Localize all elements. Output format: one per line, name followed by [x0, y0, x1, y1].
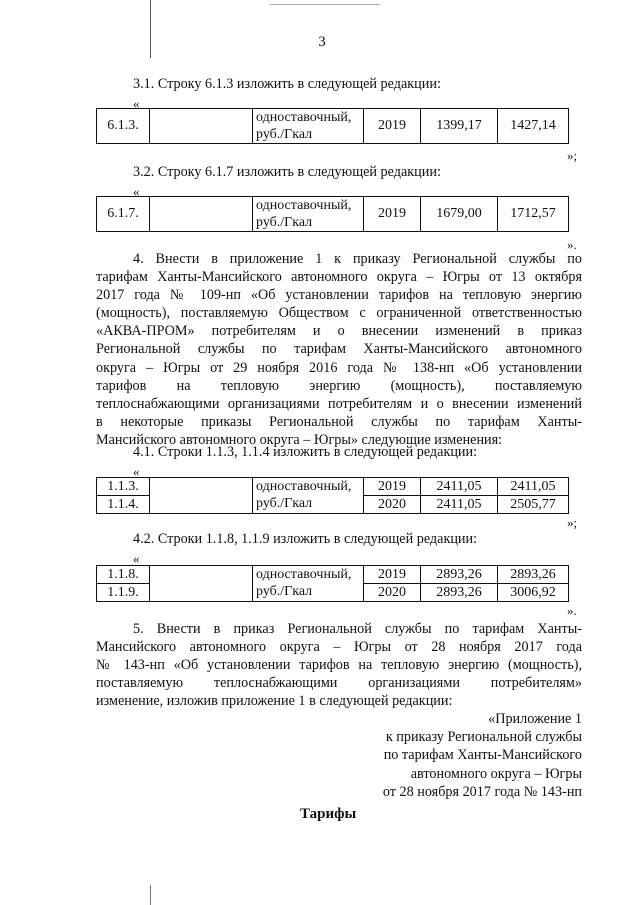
row-code: 1.1.3. — [97, 478, 150, 496]
scan-mark-left — [150, 0, 151, 58]
table-rows-1-1-3-1-1-4 — [96, 477, 569, 514]
tariffs-title: Тарифы — [300, 806, 357, 822]
value-1-cell: 2893,26 — [421, 584, 498, 602]
value-1-cell: 2893,26 — [421, 566, 498, 584]
appendix-line: «Приложение 1 — [488, 711, 582, 727]
paragraph-line: № 143-нп «Об установлении тарифов на тепловую энергию (мощность), — [96, 657, 582, 674]
empty-cell — [150, 197, 253, 232]
table-row — [97, 197, 569, 215]
close-quote: ». — [567, 603, 577, 618]
open-quote: « — [133, 184, 140, 199]
value-2-cell: 2505,77 — [498, 496, 569, 514]
empty-cell — [150, 109, 253, 144]
paragraph-5 — [96, 620, 582, 710]
paragraph-line: «АКВА-ПРОМ» потребителям и о внесении изменений в приказ — [96, 323, 582, 340]
value-1-cell: 2411,05 — [421, 496, 498, 514]
paragraph-line: округа – Югры от 29 ноября 2016 года № 138-нп «Об установлении — [96, 359, 582, 376]
paragraph-line: теплоснабжающими организациями потребителям и о внесении изменений — [96, 395, 582, 412]
value-2-cell: 2893,26 — [498, 566, 569, 584]
row-code: 1.1.4. — [97, 496, 150, 514]
paragraph-line: Региональной службы по тарифам Ханты-Мансийского автономного — [96, 341, 582, 358]
year-cell: 2019 — [364, 197, 421, 232]
paragraph-4 — [96, 250, 582, 449]
appendix-line: автономного округа – Югры — [410, 765, 582, 782]
value-2-cell: 1427,14 — [498, 109, 569, 144]
unit-line-1: одноставочный, — [253, 566, 364, 584]
year-cell: 2019 — [364, 478, 421, 496]
section-4-2-heading: 4.2. Строки 1.1.8, 1.1.9 изложить в следующей редакции: — [133, 531, 478, 547]
paragraph-line: тарифам Ханты-Мансийского автономного округа – Югры от 13 октября — [96, 269, 582, 286]
paragraph-line: изменение, изложив приложение 1 в следующей редакции: — [96, 693, 453, 710]
page-number: 3 — [318, 34, 326, 50]
year-cell: 2020 — [364, 584, 421, 602]
appendix-line: от 28 ноября 2017 года № 143-нп — [382, 783, 582, 800]
paragraph-line: (мощность), поставляемую Обществом с ограниченной ответственностью — [96, 305, 582, 322]
table-row-6-1-7 — [96, 196, 569, 232]
unit-line-2: руб./Гкал — [253, 496, 364, 514]
unit-line-2: руб./Гкал — [253, 584, 364, 602]
empty-cell — [150, 566, 253, 602]
value-1-cell: 1399,17 — [421, 109, 498, 144]
appendix-reference — [383, 710, 582, 801]
value-1-cell: 1679,00 — [421, 197, 498, 232]
paragraph-line: 4. Внести в приложение 1 к приказу Региональной службы по — [133, 251, 582, 267]
paragraph-line: тарифов на тепловую энергию (мощность), поставляемую — [96, 377, 582, 394]
scan-mark-bottom — [150, 885, 151, 905]
open-quote: « — [133, 464, 140, 479]
table-row — [97, 109, 569, 127]
paragraph-line: Мансийского автономного округа – Югры» следующие изменения: — [96, 431, 503, 448]
empty-cell — [150, 478, 253, 514]
scan-mark-top — [270, 4, 380, 5]
close-quote: »; — [567, 515, 578, 530]
row-code: 1.1.9. — [97, 584, 150, 602]
unit-line-1: одноставочный, — [253, 197, 364, 215]
row-code: 6.1.3. — [97, 109, 150, 144]
value-2-cell: 3006,92 — [498, 584, 569, 602]
close-quote: »; — [567, 148, 578, 163]
table-row — [97, 478, 569, 496]
value-1-cell: 2411,05 — [421, 478, 498, 496]
year-cell: 2019 — [364, 566, 421, 584]
section-3-2-heading: 3.2. Строку 6.1.7 изложить в следующей редакции: — [133, 164, 441, 180]
unit-line-2: руб./Гкал — [253, 126, 364, 144]
table-row-6-1-3 — [96, 108, 569, 144]
appendix-line: по тарифам Ханты-Мансийского — [383, 747, 582, 764]
year-cell: 2020 — [364, 496, 421, 514]
section-4-1-heading: 4.1. Строки 1.1.3, 1.1.4 изложить в следующей редакции: — [133, 444, 478, 460]
value-2-cell: 2411,05 — [498, 478, 569, 496]
paragraph-line: 2017 года № 109-нп «Об установлении тарифов на тепловую энергию — [96, 287, 582, 304]
unit-line-1: одноставочный, — [253, 109, 364, 127]
paragraph-line: поставляемую теплоснабжающими организациями потребителям» — [96, 675, 582, 692]
open-quote: « — [133, 96, 140, 111]
appendix-line: к приказу Региональной службы — [385, 729, 582, 746]
row-code: 1.1.8. — [97, 566, 150, 584]
close-quote: ». — [567, 237, 577, 252]
paragraph-line: Мансийского автономного округа – Югры от 28 ноября 2017 года — [96, 639, 582, 656]
table-row — [97, 566, 569, 584]
year-cell: 2019 — [364, 109, 421, 144]
value-2-cell: 1712,57 — [498, 197, 569, 232]
table-rows-1-1-8-1-1-9 — [96, 565, 569, 602]
paragraph-line: в некоторые приказы Региональной службы по тарифам Ханты- — [96, 413, 582, 430]
paragraph-line: 5. Внести в приказ Региональной службы по тарифам Ханты- — [133, 621, 582, 637]
unit-line-2: руб./Гкал — [253, 214, 364, 232]
unit-line-1: одноставочный, — [253, 478, 364, 496]
row-code: 6.1.7. — [97, 197, 150, 232]
section-3-1-heading: 3.1. Строку 6.1.3 изложить в следующей редакции: — [133, 76, 441, 92]
open-quote: « — [133, 551, 140, 566]
